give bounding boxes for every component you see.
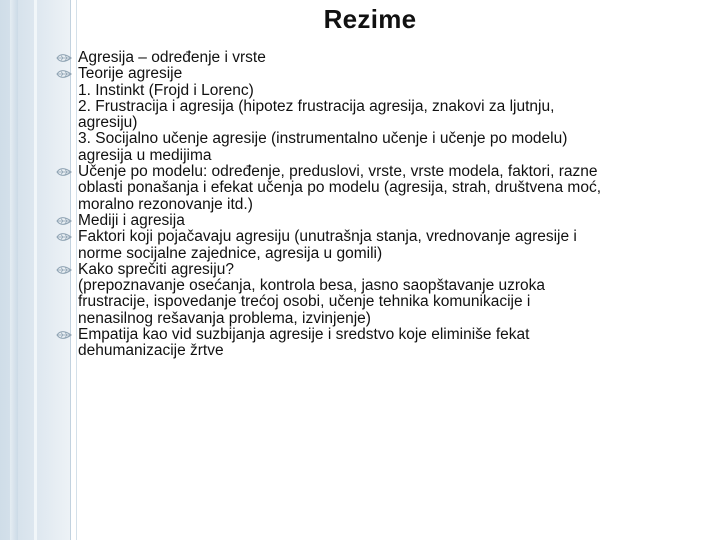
bullet-line: (prepoznavanje osećanja, kontrola besa, jasno saopštavanje uzroka bbox=[78, 277, 546, 295]
bullet-line: agresija u medijima bbox=[78, 146, 212, 164]
left-stripe bbox=[10, 0, 18, 540]
bullet-line: 2. Frustracija i agresija (hipotez frustracija agresija, znakovi za ljutnju, bbox=[78, 97, 555, 115]
bullet-line: Agresija – određenje i vrste bbox=[78, 49, 266, 66]
bullet-line: Kako sprečiti agresiju? bbox=[78, 260, 234, 278]
bullet-line: Mediji i agresija bbox=[78, 211, 185, 229]
bullet-list bbox=[56, 50, 696, 360]
bullet-line: agresiju) bbox=[78, 114, 138, 132]
leaf-ornament-icon bbox=[56, 330, 72, 340]
bullet-line: nenasilnog rešavanja problema, izvinjenje) bbox=[78, 309, 371, 327]
bullet-item bbox=[56, 262, 696, 327]
bullet-line: 1. Instinkt (Frojd i Lorenc) bbox=[78, 81, 254, 99]
bullet-line: 3. Socijalno učenje agresije (instrumentalno učenje i učenje po modelu) bbox=[78, 130, 568, 148]
leaf-ornament-icon bbox=[56, 53, 72, 63]
bullet-item bbox=[56, 327, 696, 360]
bullet-line: oblasti ponašanja i efekat učenja po modelu (agresija, strah, društvena moć, bbox=[78, 179, 601, 197]
bullet-line: moralno rezonovanje itd.) bbox=[78, 195, 253, 213]
bullet-item bbox=[56, 213, 696, 229]
bullet-item bbox=[56, 66, 696, 164]
slide-title: Rezime bbox=[323, 4, 417, 34]
bullet-line: dehumanizacije žrtve bbox=[78, 342, 224, 360]
leaf-ornament-icon bbox=[56, 265, 72, 275]
leaf-ornament-icon bbox=[56, 216, 72, 226]
bullet-line: Teorije agresije bbox=[78, 65, 183, 83]
bullet-item bbox=[56, 50, 696, 66]
leaf-ornament-icon bbox=[56, 69, 72, 79]
bullet-item bbox=[56, 164, 696, 213]
leaf-ornament-icon bbox=[56, 232, 72, 242]
bullet-item bbox=[56, 229, 696, 262]
leaf-ornament-icon bbox=[56, 167, 72, 177]
bullet-line: Empatija kao vid suzbijanja agresije i sredstvo koje eliminiše fekat bbox=[78, 326, 530, 344]
bullet-line: norme socijalne zajednice, agresija u gomili) bbox=[78, 244, 383, 262]
bullet-line: Faktori koji pojačavaju agresiju (unutrašnja stanja, vrednovanje agresije i bbox=[78, 228, 577, 246]
bullet-line: Učenje po modelu: određenje, preduslovi, vrste, vrste modela, faktori, razne bbox=[78, 163, 598, 181]
bullet-line: frustracije, ispovedanje trećoj osobi, učenje tehnika komunikacije i bbox=[78, 293, 531, 311]
left-stripe-highlight bbox=[34, 0, 37, 540]
